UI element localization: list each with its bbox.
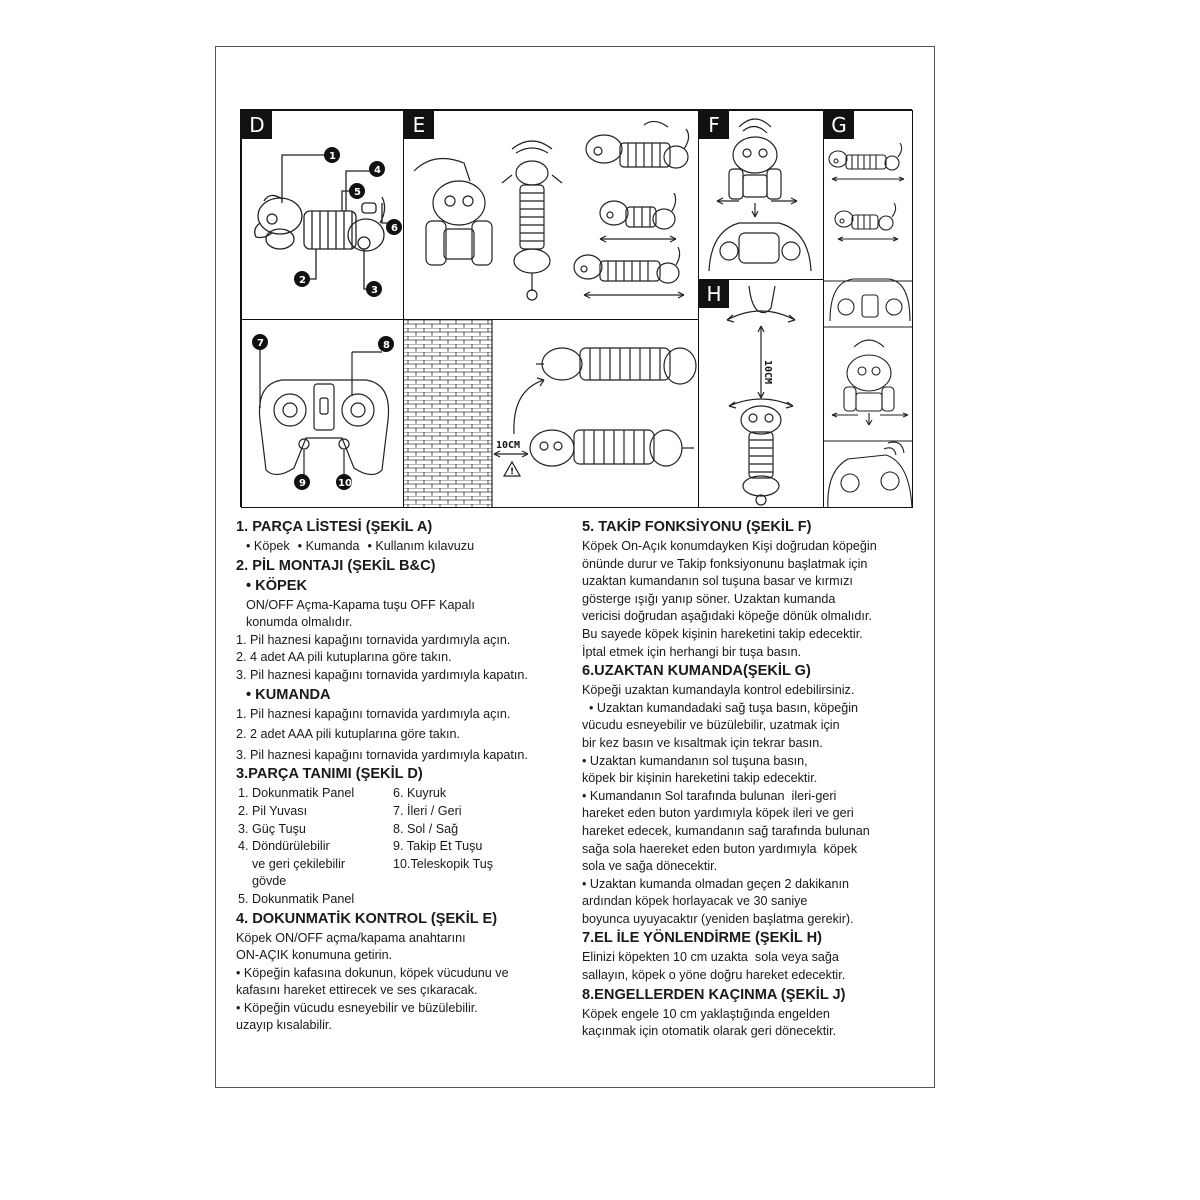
panel-h-tag: H (699, 280, 729, 308)
callout-8: 8 (383, 340, 390, 351)
parts-description-grid (236, 785, 576, 908)
panel-e (403, 110, 699, 320)
manual-page (215, 46, 935, 1088)
part-desc: 10.Teleskopik Tuş (393, 856, 494, 871)
section-parts-description-title: 3.PARÇA TANIMI (ŞEKİL D) (236, 766, 423, 783)
part-desc: 8. Sol / Sağ (393, 821, 459, 836)
section-follow-title: 5. TAKİP FONKSİYONU (ŞEKİL F) (582, 519, 812, 535)
part-desc: 1. Dokunmatik Panel (238, 786, 355, 801)
obstacle-body: Köpek engele 10 cm yaklaştığında engelden kaçınmak için otomatik olarak geri dönecektir. (582, 1006, 837, 1039)
battery-dog-note: ON/OFF Açma-Kapama tuşu OFF Kapalı konumda olmalıdır. (246, 597, 475, 630)
callout-7: 7 (257, 338, 264, 349)
panel-e-tag: E (404, 111, 434, 139)
section-battery-title: 2. PİL MONTAJI (ŞEKİL B&C) (236, 557, 436, 574)
panel-d (241, 110, 404, 320)
panel-g-tag: G (824, 111, 854, 139)
battery-step: 3. Pil haznesi kapağını tornavida yardımıyla kapatın. (236, 747, 528, 762)
part-item: Köpek (253, 539, 290, 553)
obstacle-distance-label: 10CM (496, 440, 521, 451)
callout-10: 10 (338, 478, 352, 489)
callout-9: 9 (299, 478, 306, 489)
panel-f (698, 110, 824, 280)
section-hand-guidance-title: 7.EL İLE YÖNLENDİRME (ŞEKİL H) (582, 930, 823, 947)
remote-parts-diagram (242, 320, 404, 508)
hand-guidance-body: Elinizi köpekten 10 cm uzakta sola veya sağa sallayın, köpek o yöne doğru hareket edecektir. (582, 950, 846, 983)
follow-function-diagram (699, 111, 824, 280)
parts-description-left (236, 785, 391, 908)
parts-description-right (391, 785, 541, 908)
battery-step: 1. Pil haznesi kapağını tornavida yardımıyla açın. (236, 632, 511, 647)
battery-step: 2. 4 adet AA pili kutuplarına göre takın. (236, 650, 452, 665)
remote-body: Köpeği uzaktan kumandayla kontrol edebilirsiniz. • Uzaktan kumandadaki sağ tuşa basın, köpeğin vücudu esneyebilir ve büzülebilir, uzatmak için bir kez basın ve kısaltmak için tekrar basın. • Uzaktan kumandanın sol tuşuna basın, köpek bir kişinin hareketini takip edecektir. • Kumandanın Sol tarafında bulunan ileri-geri hareket eden buton yardımıyla köpek ileri ve geri hareket edecek, kumandanın sağ tarafında bulunan sağa sola haereket eden buton yardımıyla köpek sola ve sağa dönecektir. • Uzaktan kumanda olmadan geçen 2 dakikanın ardından köpek horlayacak ve 30 saniye boyunca uyuyacaktır (yeniden başlatma gerekir). (582, 683, 870, 926)
callout-4: 4 (374, 165, 381, 176)
part-desc: 7. İleri / Geri (393, 803, 462, 818)
warning-icon: ! (510, 467, 515, 477)
callout-2: 2 (299, 275, 306, 286)
panel-f-tag: F (699, 111, 729, 139)
hand-guidance-diagram (699, 280, 824, 508)
battery-dog-subtitle: • KÖPEK (246, 577, 308, 594)
battery-remote-subtitle: • KUMANDA (246, 686, 331, 703)
panel-g (823, 110, 913, 508)
battery-step: 1. Pil haznesi kapağını tornavida yardımıyla açın. (236, 706, 511, 721)
callout-3: 3 (371, 285, 378, 296)
panel-i (403, 319, 699, 508)
part-desc: 9. Takip Et Tuşu (393, 839, 483, 854)
remote-control-diagram (824, 111, 913, 508)
hand-distance-label: 10CM (762, 360, 773, 385)
dog-parts-diagram (242, 111, 404, 320)
section-parts-list-title: 1. PARÇA LİSTESİ (ŞEKİL A) (236, 519, 433, 535)
part-desc: 4. Döndürülebilir ve geri çekilebilir gövde (238, 839, 346, 889)
touch-control-diagram (404, 111, 699, 320)
diagram-grid (240, 109, 912, 507)
battery-step: 2. 2 adet AAA pili kutuplarına göre takın. (236, 727, 461, 742)
battery-step: 3. Pil haznesi kapağını tornavida yardımıyla kapatın. (236, 667, 528, 682)
panel-d-tag: D (242, 111, 272, 139)
follow-body: Köpek On-Açık konumdayken Kişi doğrudan köpeğin önünde durur ve Takip fonksiyonunu başlatmak için uzaktan kumandanın sol tuşuna basar ve kırmızı gösterge ışığı yanıp söner. Uzaktan kumanda vericisi doğrudan aşağıdaki köpeğe dönük olmalıdır. Bu sayede köpek kişinin hareketini takip edecektir. İptal etmek için herhangi bir tuşa basın. (582, 539, 877, 659)
panel-remote (241, 319, 404, 508)
callout-6: 6 (391, 223, 398, 234)
text-column-right (582, 517, 922, 1041)
part-desc: 6. Kuyruk (393, 786, 447, 801)
part-desc: 2. Pil Yuvası (238, 803, 308, 818)
obstacle-avoidance-diagram (404, 320, 699, 508)
touch-control-body: Köpek ON/OFF açma/kapama anahtarını ON-AÇIK konumuna getirin. • Köpeğin kafasına dokunun, köpek vücudunu ve kafasını hareket ettirecek ve ses çıkaracak. • Köpeğin vücudu esneyebilir ve büzülebilir. uzayıp kısalabilir. (236, 930, 509, 1033)
text-column-left (236, 517, 576, 1035)
callout-1: 1 (329, 151, 336, 162)
panel-h (698, 279, 824, 508)
callout-5: 5 (354, 187, 361, 198)
section-obstacle-title: 8.ENGELLERDEN KAÇINMA (ŞEKİL J) (582, 986, 846, 1003)
part-desc: 5. Dokunmatik Panel (238, 891, 355, 906)
part-desc: 3. Güç Tuşu (238, 821, 306, 836)
part-item: Kumanda (305, 539, 360, 553)
part-item: Kullanım kılavuzu (375, 539, 475, 553)
parts-list: • Köpek • Kumanda • Kullanım kılavuzu (246, 539, 475, 553)
section-remote-title: 6.UZAKTAN KUMANDA(ŞEKİL G) (582, 663, 811, 680)
section-touch-control-title: 4. DOKUNMATİK KONTROL (ŞEKİL E) (236, 910, 498, 927)
